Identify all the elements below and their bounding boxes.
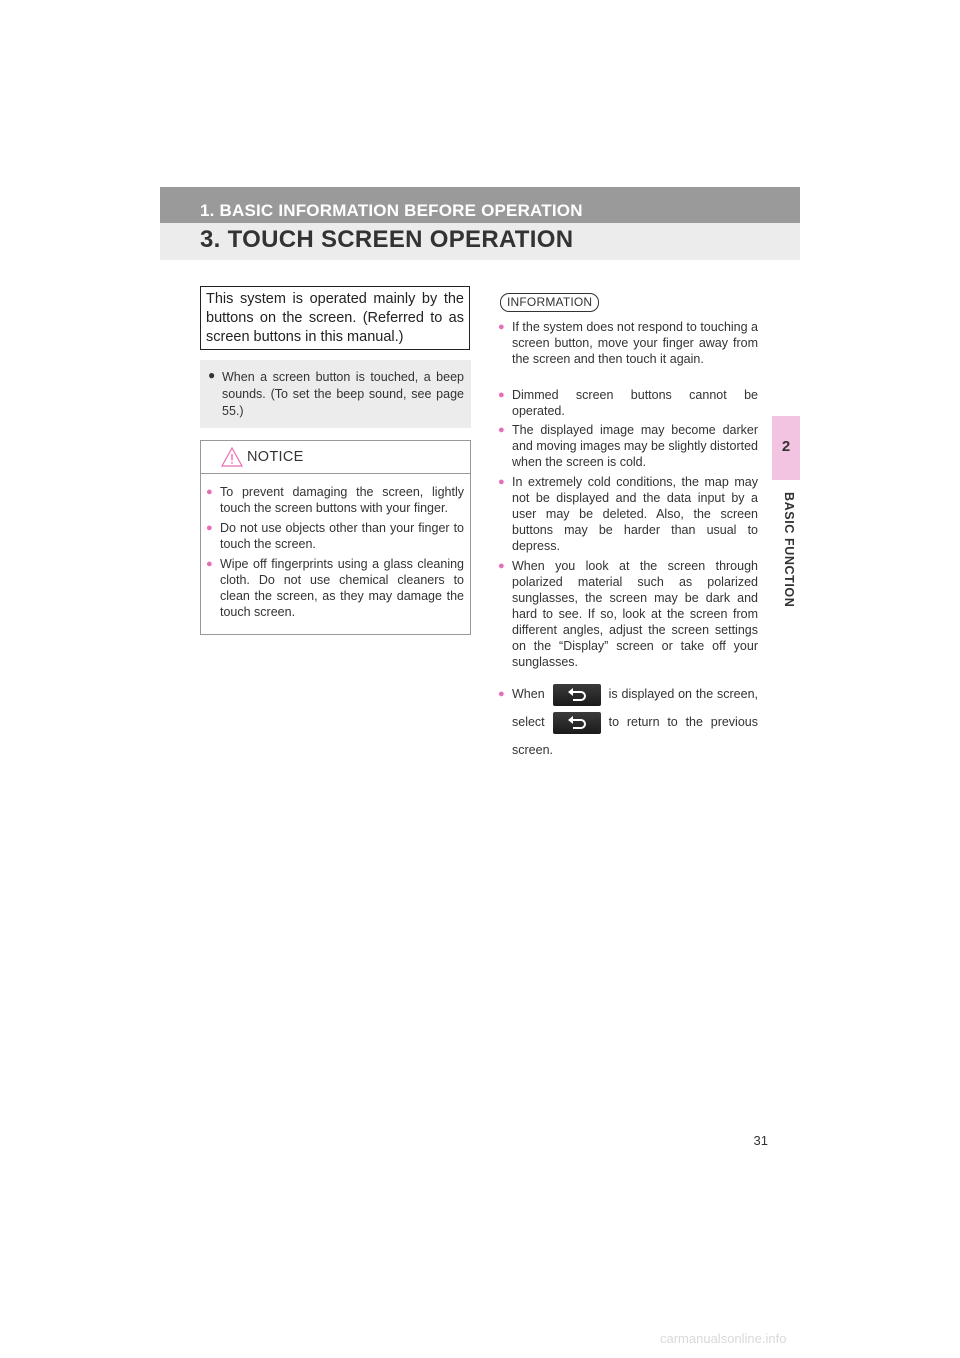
bullet-icon: ● <box>498 389 505 401</box>
back-arrow-icon <box>567 687 587 703</box>
back-item-text-3: to return to the previous screen. <box>512 715 758 757</box>
watermark: carmanualsonline.info <box>660 1331 787 1346</box>
back-item-text-1: When <box>512 687 545 701</box>
warning-triangle-icon <box>221 447 243 467</box>
notice-item <box>206 484 464 516</box>
info-item <box>498 558 758 670</box>
beep-note-text: When a screen button is touched, a beep sounds. (To set the beep sound, see page 55.) <box>222 370 464 418</box>
back-button-image <box>553 712 601 734</box>
info-item <box>498 422 758 470</box>
page-title-bar <box>160 223 800 260</box>
info-item <box>498 319 758 367</box>
bullet-icon: ● <box>498 688 505 700</box>
notice-item-text: To prevent damaging the screen, lightly touch the screen buttons with your finger. <box>220 485 464 515</box>
section-header-text: 1. BASIC INFORMATION BEFORE OPERATION <box>200 201 583 220</box>
intro-box: This system is operated mainly by the buttons on the screen. (Referred to as screen buttons in this manual.) <box>200 286 470 350</box>
notice-title: NOTICE <box>247 449 304 465</box>
notice-box <box>200 440 471 635</box>
notice-item <box>206 556 464 620</box>
bullet-icon: ● <box>206 558 213 570</box>
chapter-tab <box>772 416 800 480</box>
notice-header <box>201 441 470 474</box>
info-item <box>498 474 758 554</box>
information-tag: INFORMATION <box>500 293 599 312</box>
section-header <box>160 187 800 223</box>
bullet-icon: ● <box>498 560 505 572</box>
bullet-icon: ● <box>206 486 213 498</box>
notice-item-text: Wipe off fingerprints using a glass cleaning cloth. Do not use chemical cleaners to clean the screen, as they may damage the touch screen. <box>220 557 464 619</box>
page-number: 31 <box>753 1133 768 1148</box>
notice-item <box>206 520 464 552</box>
chapter-number: 2 <box>781 438 791 455</box>
info-item <box>498 387 758 419</box>
back-item-text-2: is displayed on the screen, select <box>512 687 758 729</box>
chapter-label: BASIC FUNCTION <box>782 492 796 608</box>
bullet-icon: ● <box>206 522 213 534</box>
info-item-text: If the system does not respond to touching a screen button, move your finger away from the screen and then touch it again. <box>512 320 758 366</box>
back-arrow-icon <box>567 715 587 731</box>
info-item-text: When you look at the screen through polarized material such as polarized sunglasses, the screen may be dark and hard to see. If so, look at the screen from different angles, adjust the screen settings on the “Display” screen or take off your sunglasses. <box>512 559 758 669</box>
page-title: 3. TOUCH SCREEN OPERATION <box>200 226 574 253</box>
bullet-icon: ● <box>208 368 216 382</box>
bullet-icon: ● <box>498 424 505 436</box>
info-item-text: Dimmed screen buttons cannot be operated. <box>512 388 758 418</box>
notice-item-text: Do not use objects other than your finger to touch the screen. <box>220 521 464 551</box>
beep-note-box <box>200 360 471 428</box>
info-item-text: In extremely cold conditions, the map may not be displayed and the data input by a user may be deleted. Also, the screen buttons may be harder than usual to depress. <box>512 475 758 553</box>
info-item-text: The displayed image may become darker and moving images may be slightly distorted when the screen is cold. <box>512 423 758 469</box>
bullet-icon: ● <box>498 476 505 488</box>
info-item-back <box>498 680 758 764</box>
back-button-image <box>553 684 601 706</box>
bullet-icon: ● <box>498 321 505 333</box>
